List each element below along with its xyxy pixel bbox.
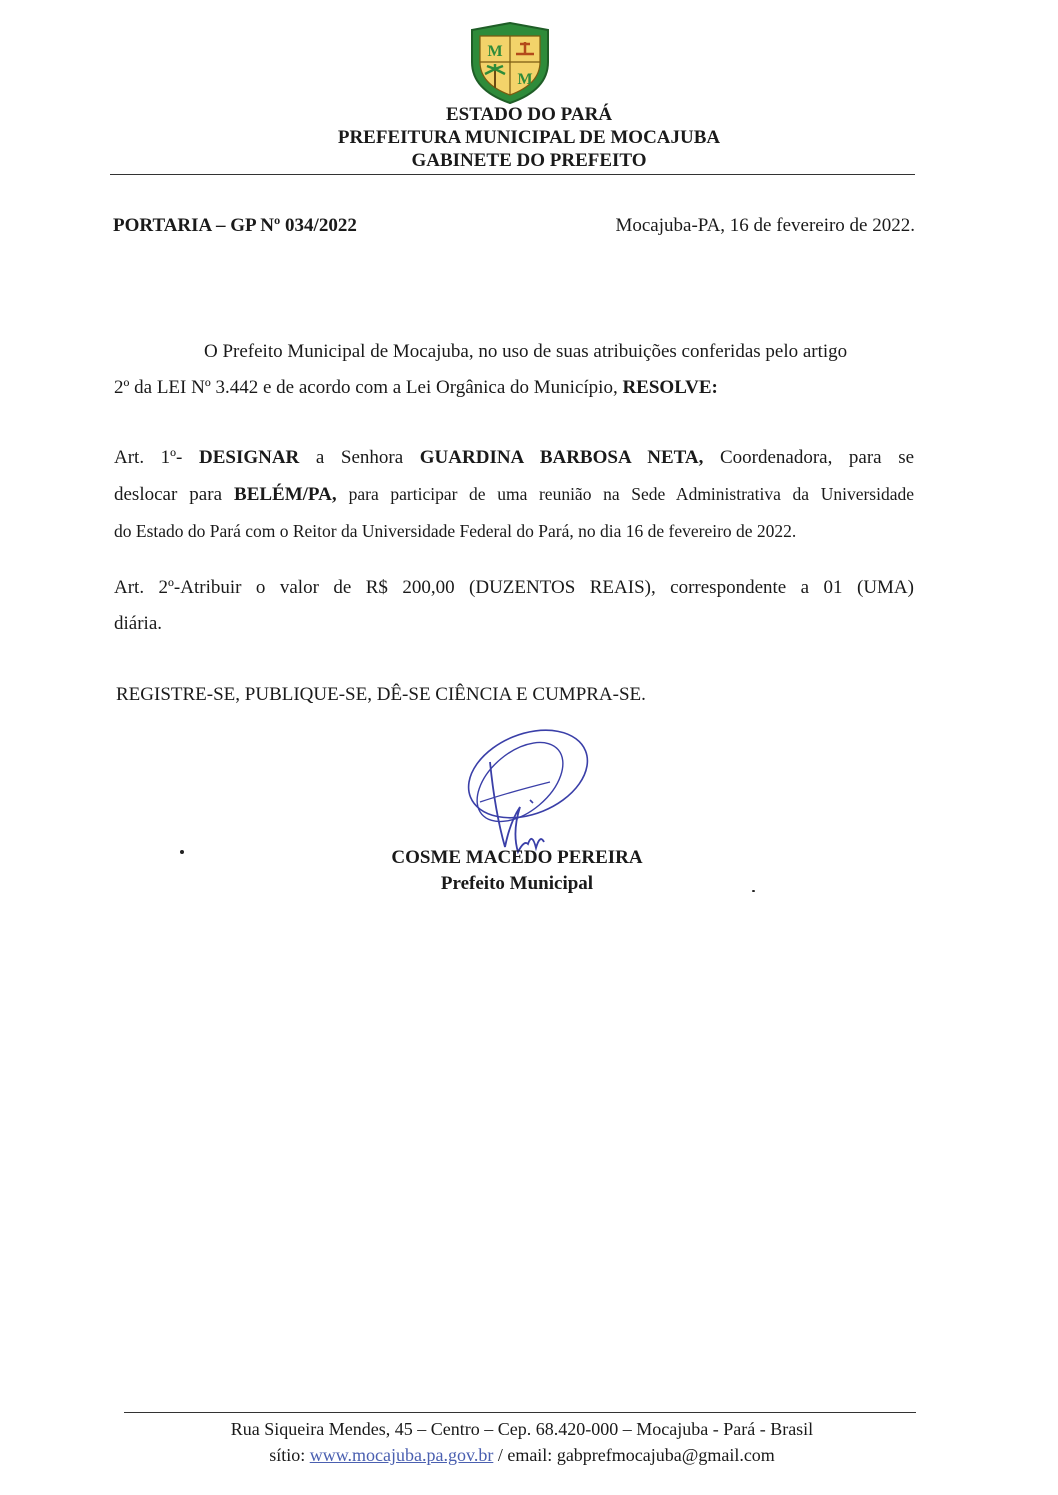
scan-speck: [180, 850, 184, 854]
signer-title: Prefeito Municipal: [440, 873, 594, 894]
footer: [0, 1416, 1044, 1468]
closing-formula: REGISTRE-SE, PUBLIQUE-SE, DÊ-SE CIÊNCIA E CUMPRA-SE.: [116, 684, 646, 705]
header-divider: [110, 174, 915, 175]
document-date: Mocajuba-PA, 16 de fevereiro de 2022.: [615, 215, 915, 236]
resolve-keyword: RESOLVE:: [622, 377, 718, 398]
footer-site-label: sítio:: [269, 1445, 306, 1465]
letterhead: [0, 103, 1058, 172]
footer-divider: [124, 1412, 916, 1413]
signer-name: COSME MACEDO PEREIRA: [391, 847, 643, 868]
footer-address: Rua Siqueira Mendes, 45 – Centro – Cep. 68.420-000 – Mocajuba - Pará - Brasil: [230, 1419, 814, 1439]
article-1-line-2: [114, 476, 914, 513]
designee-name: GUARDINA BARBOSA NETA,: [419, 447, 704, 468]
header-office: GABINETE DO PREFEITO: [411, 150, 647, 171]
article-1-line2-start: deslocar para: [114, 484, 223, 505]
article-1-line-3: do Estado do Pará com o Reitor da Universidade Federal do Pará, no dia 16 de fevereiro de 2022.: [114, 521, 797, 541]
article-1: [114, 440, 914, 549]
article-2-line-2: diária.: [114, 613, 163, 634]
preamble-text-2: 2º da LEI Nº 3.442 e de acordo com a Lei Orgânica do Município,: [114, 377, 618, 398]
header-state: ESTADO DO PARÁ: [445, 104, 613, 125]
preamble-line-1: O Prefeito Municipal de Mocajuba, no uso de suas atribuições conferidas pelo artigo: [204, 341, 848, 362]
article-1-prefix: Art. 1º-: [114, 447, 183, 468]
article-2: [114, 570, 914, 642]
svg-text:M: M: [517, 71, 533, 88]
article-1-line2-end: para participar de uma reunião na Sede Administrativa da Universidade: [348, 484, 915, 504]
header-municipality: PREFEITURA MUNICIPAL DE MOCAJUBA: [337, 127, 721, 148]
svg-text:M: M: [487, 43, 503, 60]
footer-email-label: / email:: [497, 1445, 553, 1465]
document-number: PORTARIA – GP Nº 034/2022: [113, 215, 357, 236]
destination: BELÉM/PA,: [234, 484, 337, 505]
website-link[interactable]: www.mocajuba.pa.gov.br: [309, 1445, 494, 1465]
article-1-mid2: Coordenadora, para se: [719, 447, 915, 468]
preamble-line-2: [114, 370, 914, 406]
article-1-verb: DESIGNAR: [198, 447, 300, 468]
article-1-line-1: [114, 440, 914, 476]
footer-contacts: [0, 1442, 1044, 1468]
preamble-paragraph: [114, 334, 914, 406]
signer-block: [0, 845, 1034, 897]
municipal-crest-icon: [466, 22, 554, 104]
article-1-mid1: a Senhora: [315, 447, 404, 468]
footer-email[interactable]: gabprefmocajuba@gmail.com: [556, 1445, 775, 1465]
article-2-line-1: Art. 2º-Atribuir o valor de R$ 200,00 (DUZENTOS REAIS), correspondente a 01 (UMA): [114, 577, 914, 598]
scan-speck: [752, 890, 755, 892]
